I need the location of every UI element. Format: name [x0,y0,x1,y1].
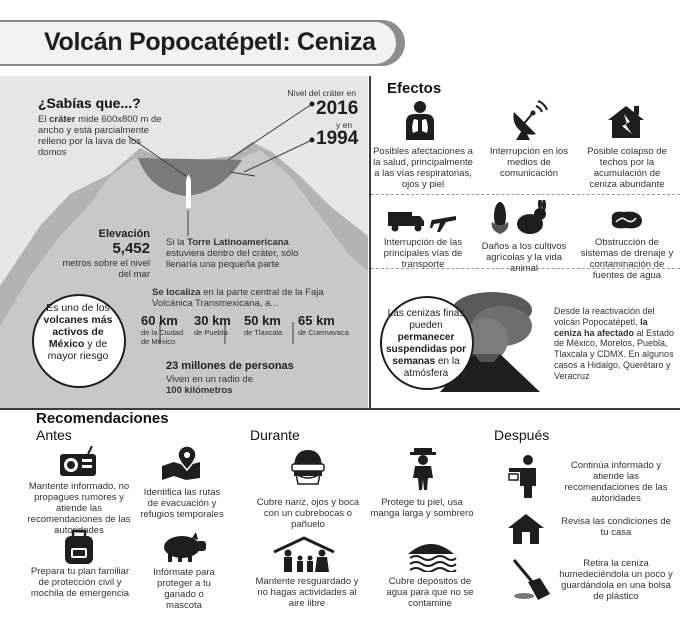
reactivacion-text: Desde la reactivación del volcán Popocatépetl, la ceniza ha afectado al Estado de México, Morelos, Puebla, Tlaxcala y CDMX. En algunos casos a Hidalgo, Querétaro y Veracruz [554,306,675,381]
year-2016: 2016 [316,98,359,119]
page-title: Volcán Popocatépetl: Ceniza [44,28,376,56]
distance-cuernavaca: 65 km de Cuernavaca [298,313,349,337]
personas-block: 23 millones de personas Viven en un radio de 100 kilómetros [166,360,294,396]
distance-tlaxcala: 50 km de Tlaxcala [244,313,283,337]
rec-informed-text: Mantente informado, no propagues rumores y atiende las recomendaciones de las autoridades [27,481,131,536]
effect-comm-text: Interrupción en los medios de comunicación [489,146,569,179]
drain-puddle-icon [608,208,644,232]
rec-pig-text: Infórmate para proteger a tu ganado o mascota [153,567,215,611]
effect-health-text: Posibles afectaciones a la salud, principalmente a las vías respiratorias, ojos y piel [373,146,473,190]
transport-icon [386,206,458,234]
distance-cdmx: 60 km de la Ciudad de México [141,313,184,346]
elevation-label: Elevación [98,228,150,240]
effects-divider [371,194,680,195]
effect-transport-text: Interrupción de las principales vías de transporte [383,237,463,270]
effects-heading: Efectos [387,80,442,97]
corn-rabbit-icon [488,200,548,236]
collapsed-house-icon [606,104,646,138]
elevation-value: 5,452 [112,240,150,257]
rec-house-text: Revisa las condiciones de tu casa [561,516,671,538]
informed-person-icon [508,454,542,498]
covered-water-icon [404,538,458,572]
backpack-icon [62,528,96,564]
effect-roof-text: Posible colapso de techos por la acumulación de ceniza abundante [587,146,667,190]
antes-heading: Antes [36,427,72,443]
sabias-heading: ¿Sabías que...? [38,95,141,111]
elevation-desc: metros sobre el nivel del mar [62,258,150,280]
rec-mask-text: Cubre nariz, ojos y boca con un cubrebocas o pañuelo [256,497,360,530]
torre-text: Si la Torre Latinoamericana estuviera dentro del cráter, sólo llenaría una pequeña parte [166,237,299,270]
effect-crops-text: Daños a los cultivos agrícolas y la vida animal [481,241,567,274]
rec-backpack-text: Prepara tu plan familiar de protección civil y mochila de emergencia [30,566,130,599]
broom-icon [508,556,552,600]
rec-ash-text: Retira la ceniza humedeciéndola un poco y guardándola en una bolsa de plástico [559,558,673,602]
radio-icon [58,446,98,478]
durante-heading: Durante [250,427,300,443]
despues-heading: Después [494,427,550,443]
rec-continue-text: Continúa informado y atiende las recomendaciones de las autoridades [564,460,668,504]
effect-drain-text: Obstrucción de sistemas de drenaje y contaminación de fuentes de agua [580,237,674,281]
family-shelter-icon [272,536,336,572]
nivel-label: Nivel del cráter en [287,88,356,98]
recommendations-heading: Recomendaciones [36,410,169,427]
pig-icon [158,532,208,562]
house-icon [506,512,546,544]
year-1994: 1994 [316,128,359,149]
rec-water-text: Cubre depósitos de agua para que no se contamine [386,576,474,609]
y-en-label: y en [336,120,353,130]
elevation-block [60,228,150,280]
cenizas-text: Las cenizas finas pueden permanecer suspendidas por semanas en la atmósfera [386,308,467,379]
rec-skin-text: Protege tu piel, usa manga larga y sombrero [370,497,474,519]
rec-shelter-text: Mantente resguardado y no hagas actividades al aire libre [255,576,359,609]
covered-person-icon [408,446,438,490]
satellite-dish-icon [508,100,548,140]
vertical-divider [369,76,371,408]
lungs-person-icon [403,100,437,140]
map-pin-icon [160,444,202,480]
distance-puebla: 30 km de Puebla [194,313,231,337]
face-mask-icon [288,448,328,486]
active-volcano-text: Es uno de los volcanes más activos de México y de mayor riesgo [43,302,113,362]
rec-routes-text: Identifica las rutas de evacuación y refugios temporales [140,487,224,520]
crater-text: El cráter mide 600x800 m de ancho y está parcialmente relleno por la lava de los domos [38,114,162,158]
localiza-text: Se localiza en la parte central de la Faja Volcánica Transmexicana, a... [152,287,324,309]
